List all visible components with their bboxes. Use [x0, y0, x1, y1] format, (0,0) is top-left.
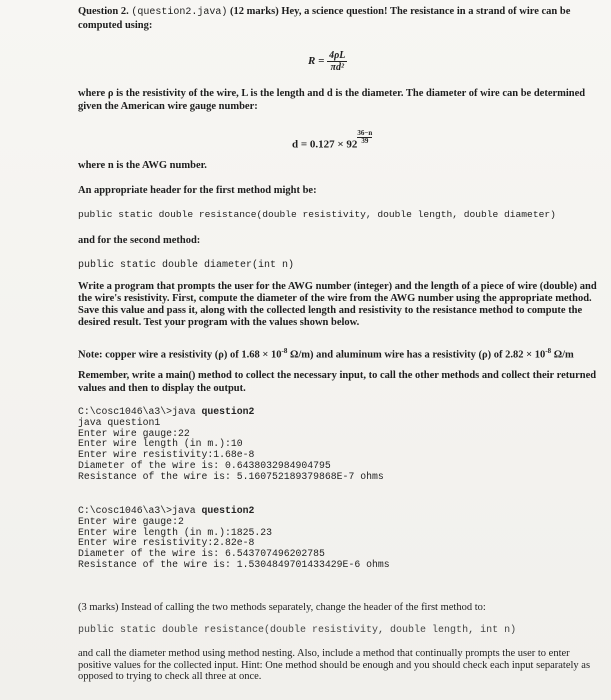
- para-3-marks: (3 marks) Instead of calling the two methods separately, change the header of the first method to:: [78, 602, 486, 613]
- para-where-awg: where n is the AWG number.: [78, 160, 207, 171]
- formula-d-exp-numerator: 36−n: [357, 129, 373, 137]
- formula-d-exponent: [357, 130, 372, 145]
- question-file: (question2.java): [131, 7, 228, 18]
- formula-r-fraction: [327, 50, 347, 73]
- question-marks: (12 marks): [230, 6, 279, 17]
- terminal2-prompt: C:\cosc1046\a3\>java: [78, 505, 202, 516]
- terminal1-line: Diameter of the wire is: 0.6438032984904795: [78, 459, 331, 471]
- terminal1-prompt: C:\cosc1046\a3\>java: [78, 406, 202, 417]
- para-second-method: and for the second method:: [78, 235, 201, 246]
- terminal1-line: Enter wire length (in m.):10: [78, 438, 243, 450]
- terminal2-line: Enter wire gauge:2: [78, 515, 184, 527]
- para-remember-main: Remember, write a main() method to collect the necessary input, to call the other methods and collect their returned values and then to display the output.: [78, 370, 597, 394]
- terminal-output-2: [78, 506, 390, 571]
- note-suffix: Ω/m: [551, 349, 574, 361]
- terminal1-line: Resistance of the wire is: 5.160752189379868E-7 ohms: [78, 470, 384, 482]
- diameter-formula: [292, 130, 372, 151]
- para-header-first: An appropriate header for the first method might be:: [78, 185, 317, 196]
- code-header-resistance: public static double resistance(double resistivity, double length, double diameter): [78, 209, 556, 220]
- note-exponent-1: -8: [281, 347, 288, 355]
- terminal2-line: Enter wire length (in m.):1825.23: [78, 526, 273, 538]
- formula-d-exp-denominator: 39: [361, 137, 369, 145]
- note-resistivity: [78, 345, 597, 362]
- para-where-resistivity: where ρ is the resistivity of the wire, L is the length and d is the diameter. The diameter of wire can be determined given the American wire gauge number:: [78, 88, 586, 112]
- code-header-diameter: public static double diameter(int n): [78, 260, 295, 271]
- terminal1-line: Enter wire resistivity:1.68e-8: [78, 449, 255, 461]
- para-final-instructions: and call the diameter method using method nesting. Also, include a method that continually prompts the user to enter positive values for the collected input. Hint: One method should be enough and you should check each input separately as opposed to trying to check all three at once.: [78, 648, 591, 682]
- para-write-program: Write a program that prompts the user for the AWG number (integer) and the length of a piece of wire (double) and the wire's resistivity. First, compute the diameter of the wire from the AWG number using the appropriate method. Save this value and pass it, along with the collected length and resistivity to the resistance method to compute the desired result. Test your program with the values shown below.: [78, 281, 597, 328]
- note-exponent-2: -8: [545, 347, 552, 355]
- formula-r-denominator: πd²: [330, 62, 344, 73]
- terminal-output-1: [78, 407, 384, 483]
- code-header-resistance-nested: public static double resistance(double resistivity, double length, int n): [78, 625, 517, 636]
- terminal1-cmd: question2: [201, 406, 255, 417]
- note-mid: Ω/m) and aluminum wire has a resistivity (ρ) of 2.82 × 10: [287, 349, 546, 361]
- terminal2-line: Resistance of the wire is: 1.5304849701433429E-6 ohms: [78, 558, 390, 570]
- formula-r-numerator: 4ρL: [329, 50, 346, 61]
- note-prefix: Note: copper wire a resistivity (ρ) of 1.68 × 10: [78, 349, 282, 361]
- question-label: Question 2.: [78, 6, 129, 17]
- terminal2-line: Diameter of the wire is: 6.543707496202785: [78, 548, 325, 560]
- formula-d-lhs: d = 0.127 × 92: [292, 138, 358, 151]
- resistance-formula: [308, 50, 347, 73]
- formula-r-lhs: R =: [308, 55, 325, 68]
- question-heading: [78, 6, 597, 32]
- terminal1-line: Enter wire gauge:22: [78, 427, 190, 439]
- question-intro: Hey, a science question! The resistance in a strand of wire can be computed using:: [78, 6, 571, 31]
- terminal2-line: Enter wire resistivity:2.82e-8: [78, 537, 255, 549]
- terminal2-cmd: question2: [201, 505, 255, 516]
- terminal1-line: java question1: [78, 416, 161, 428]
